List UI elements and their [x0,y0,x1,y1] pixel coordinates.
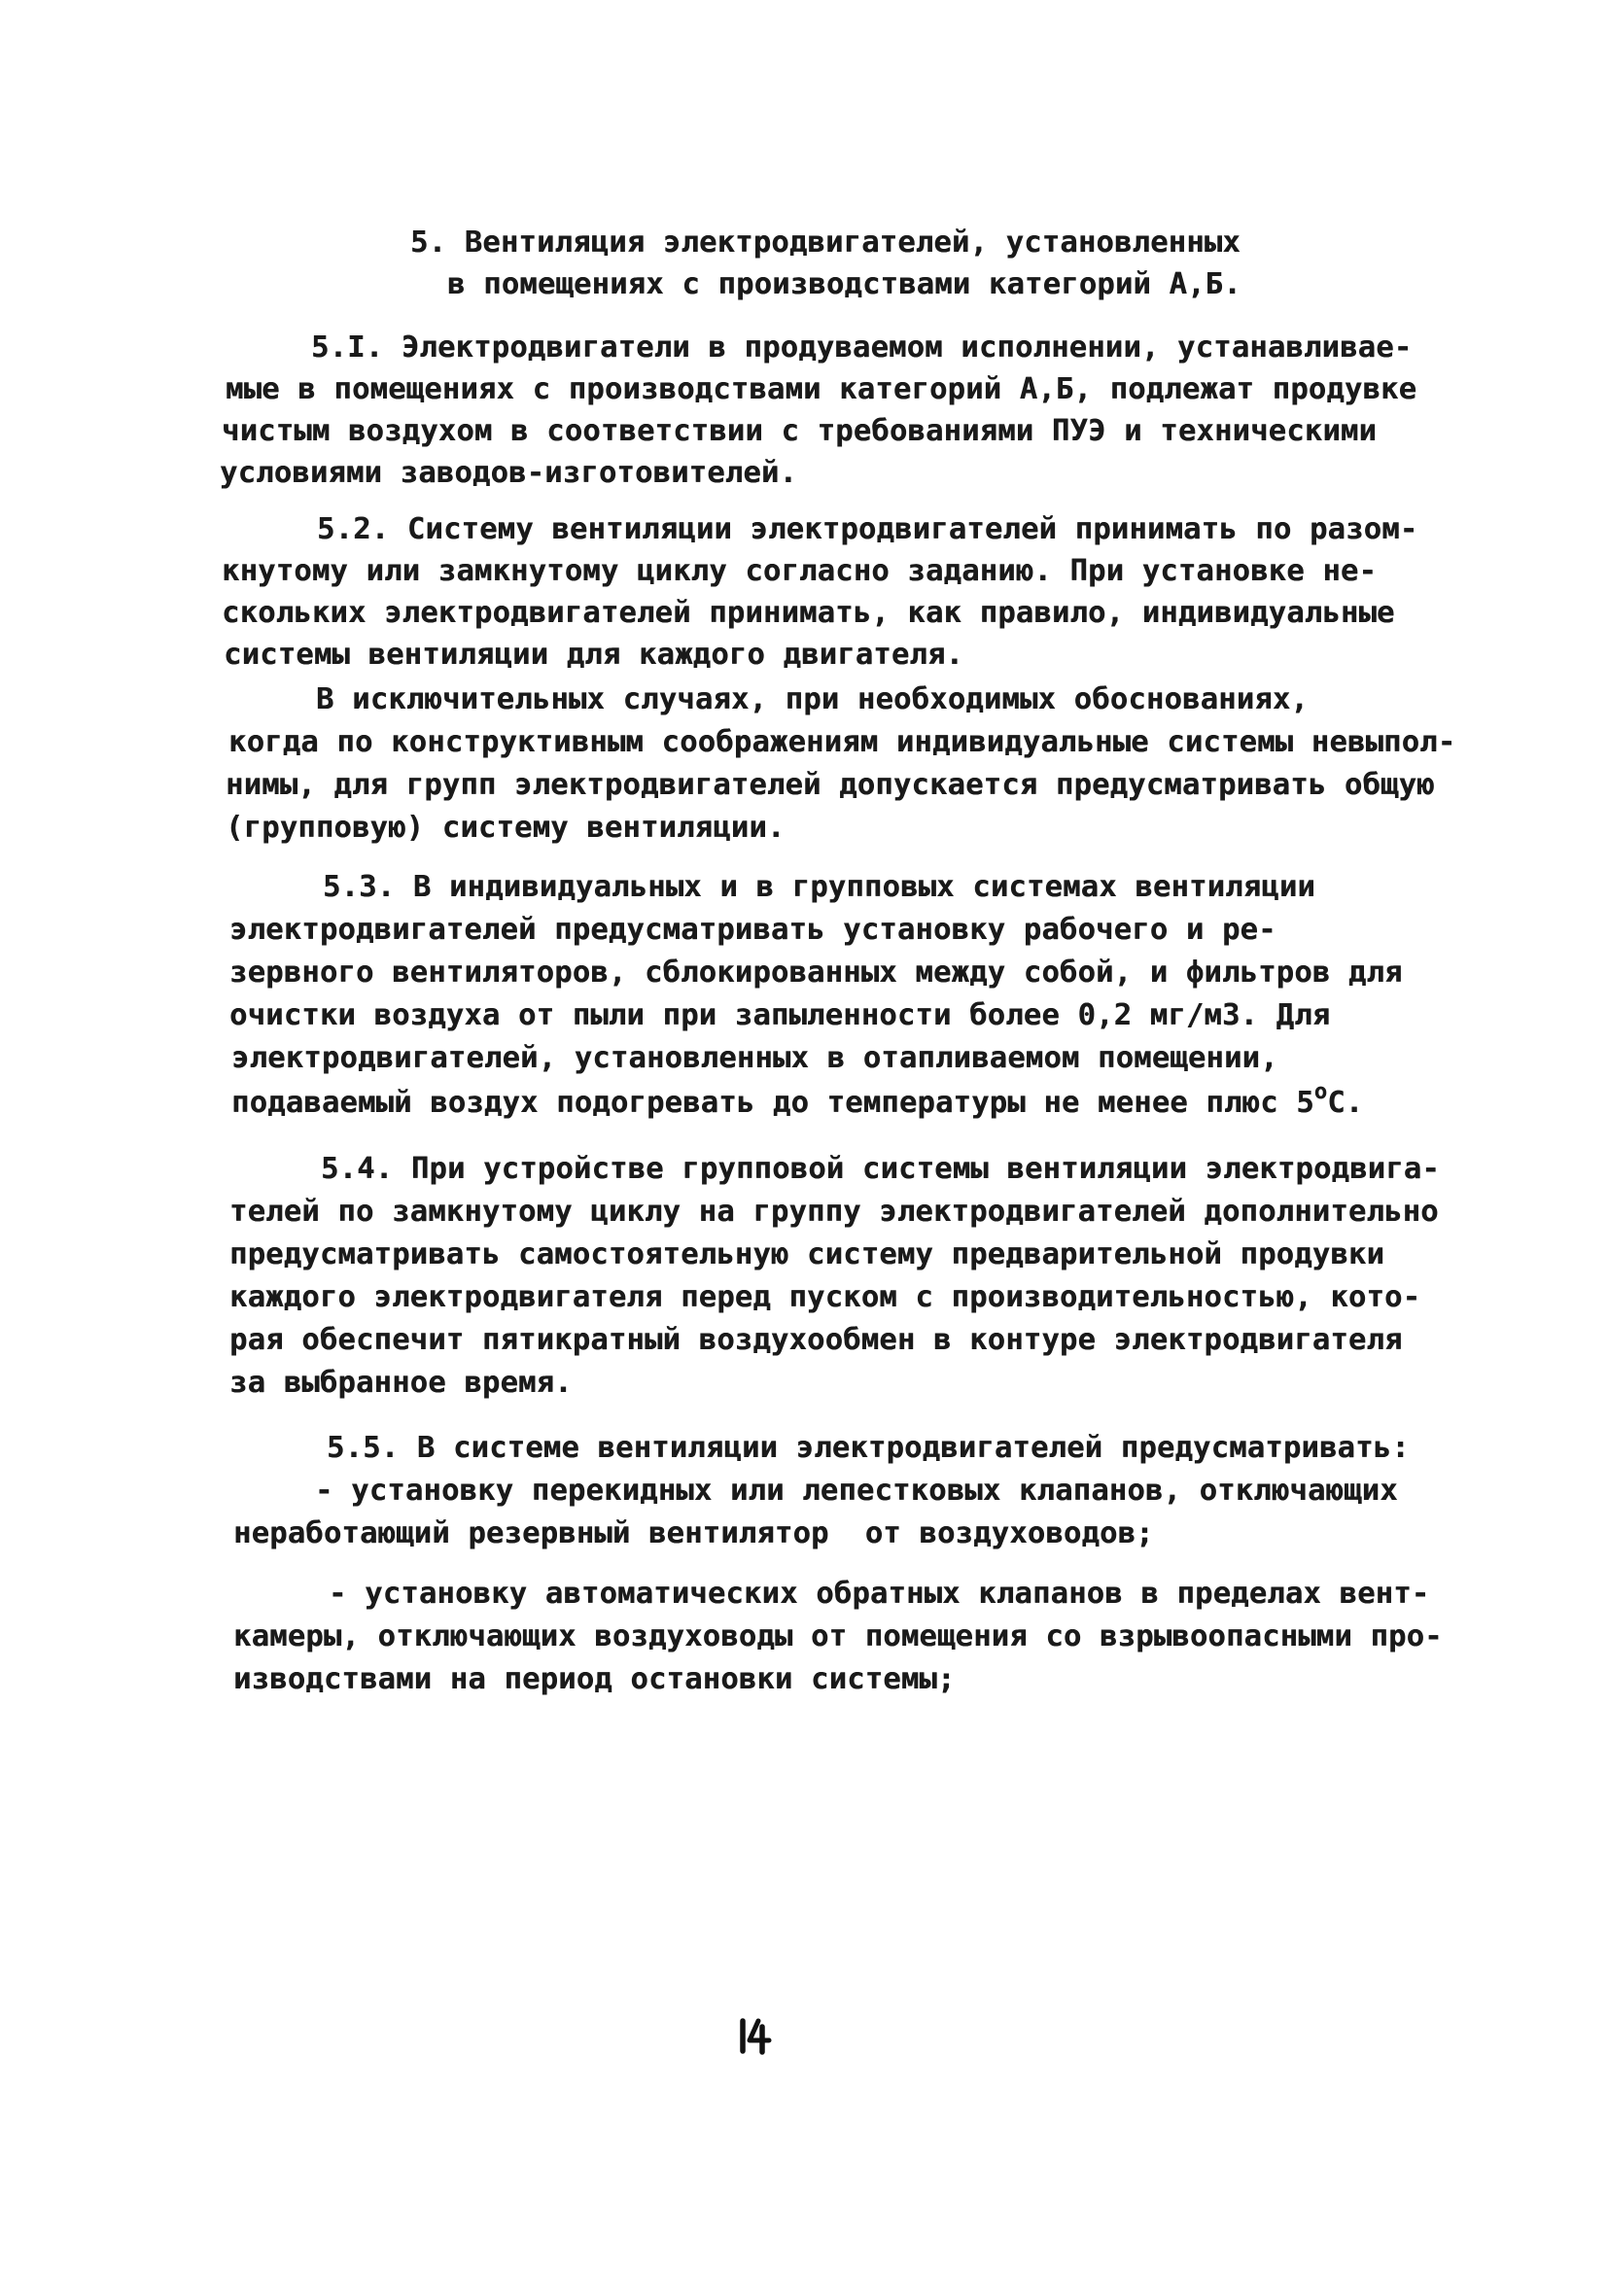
section-title-line-2: в помещениях с производствами категорий А,Б. [447,267,1241,301]
paragraph-5-4-line-2: телей по замкнутому циклу на группу электродвигателей дополнительно [229,1195,1439,1229]
paragraph-5-3-line-2: электродвигателей предусматривать установку рабочего и ре- [229,913,1276,947]
paragraph-5-4-line-1: 5.4. При устройстве групповой системы вентиляции электродвига- [321,1152,1440,1186]
paragraph-5-5b-line-3: изводствами на период остановки системы; [233,1662,956,1696]
paragraph-5-3-line-4: очистки воздуха от пыли при запыленности более 0,2 мг/м3. Для [229,998,1331,1032]
paragraph-5-4-line-3: предусматривать самостоятельную систему предварительной продувки [229,1237,1385,1271]
paragraph-5-5-line-3: неработающий резервный вентилятор от воздуховодов; [233,1516,1154,1550]
paragraph-5-1-line-4: условиями заводов-изготовителей. [220,456,798,490]
paragraph-5-3-line-1: 5.3. В индивидуальных и в групповых системах вентиляции [323,870,1315,904]
degree-sign: о [1313,1080,1328,1104]
paragraph-5-1-line-3: чистым воздухом в соответствии с требованиями ПУЭ и техническими [222,414,1378,448]
paragraph-5-5b-line-2: камеры, отключающих воздуховоды от помещения со взрывоопасными про- [233,1619,1443,1653]
paragraph-5-2-line-1: 5.2. Систему вентиляции электродвигателей принимать по разом- [317,512,1418,546]
page-number [737,2017,776,2056]
paragraph-5-3-line-5: электродвигателей, установленных в отапливаемом помещении, [231,1041,1278,1075]
paragraph-5-2b-line-3: нимы, для групп электродвигателей допускается предусматривать общую [226,768,1435,802]
paragraph-5-2-line-3: скольких электродвигателей принимать, как правило, индивидуальные [222,596,1395,630]
paragraph-5-1-line-1: 5.I. Электродвигатели в продуваемом исполнении, устанавливае- [311,330,1413,365]
paragraph-5-5-line-2: - установку перекидных или лепестковых клапанов, отключающих [315,1474,1398,1508]
paragraph-5-5b-line-1: - установку автоматических обратных клапанов в пределах вент- [329,1577,1430,1611]
paragraph-5-4-line-4: каждого электродвигателя перед пуском с производительностью, кото- [229,1280,1421,1314]
paragraph-5-2b-line-1: В исключительных случаях, при необходимых обоснованиях, [316,682,1309,716]
handwritten-page-number [737,2017,776,2056]
paragraph-5-3-line-6-text: подаваемый воздух подогревать до температуры не менее плюс 5 [231,1086,1314,1120]
paragraph-5-1-line-2: мые в помещениях с производствами категорий А,Б, подлежат продувке [226,372,1417,406]
celsius-unit: С. [1327,1086,1364,1120]
paragraph-5-4-line-5: рая обеспечит пятикратный воздухообмен в контуре электродвигателя [229,1323,1403,1357]
section-title-line-1: 5. Вентиляция электродвигателей, установленных [410,226,1241,260]
paragraph-5-2-line-4: системы вентиляции для каждого двигателя. [224,638,964,672]
paragraph-5-4-line-6: за выбранное время. [229,1366,573,1400]
paragraph-5-3-line-6 [231,1080,1364,1123]
paragraph-5-3-line-3: зервного вентиляторов, сблокированных между собой, и фильтров для [229,956,1403,990]
paragraph-5-2b-line-4: (групповую) систему вентиляции. [226,811,786,845]
paragraph-5-2-line-2: кнутому или замкнутому циклу согласно заданию. При установке не- [222,554,1378,588]
paragraph-5-5-line-1: 5.5. В системе вентиляции электродвигателей предусматривать: [327,1431,1410,1465]
paragraph-5-2b-line-2: когда по конструктивным соображениям индивидуальные системы невыпол- [228,725,1456,759]
